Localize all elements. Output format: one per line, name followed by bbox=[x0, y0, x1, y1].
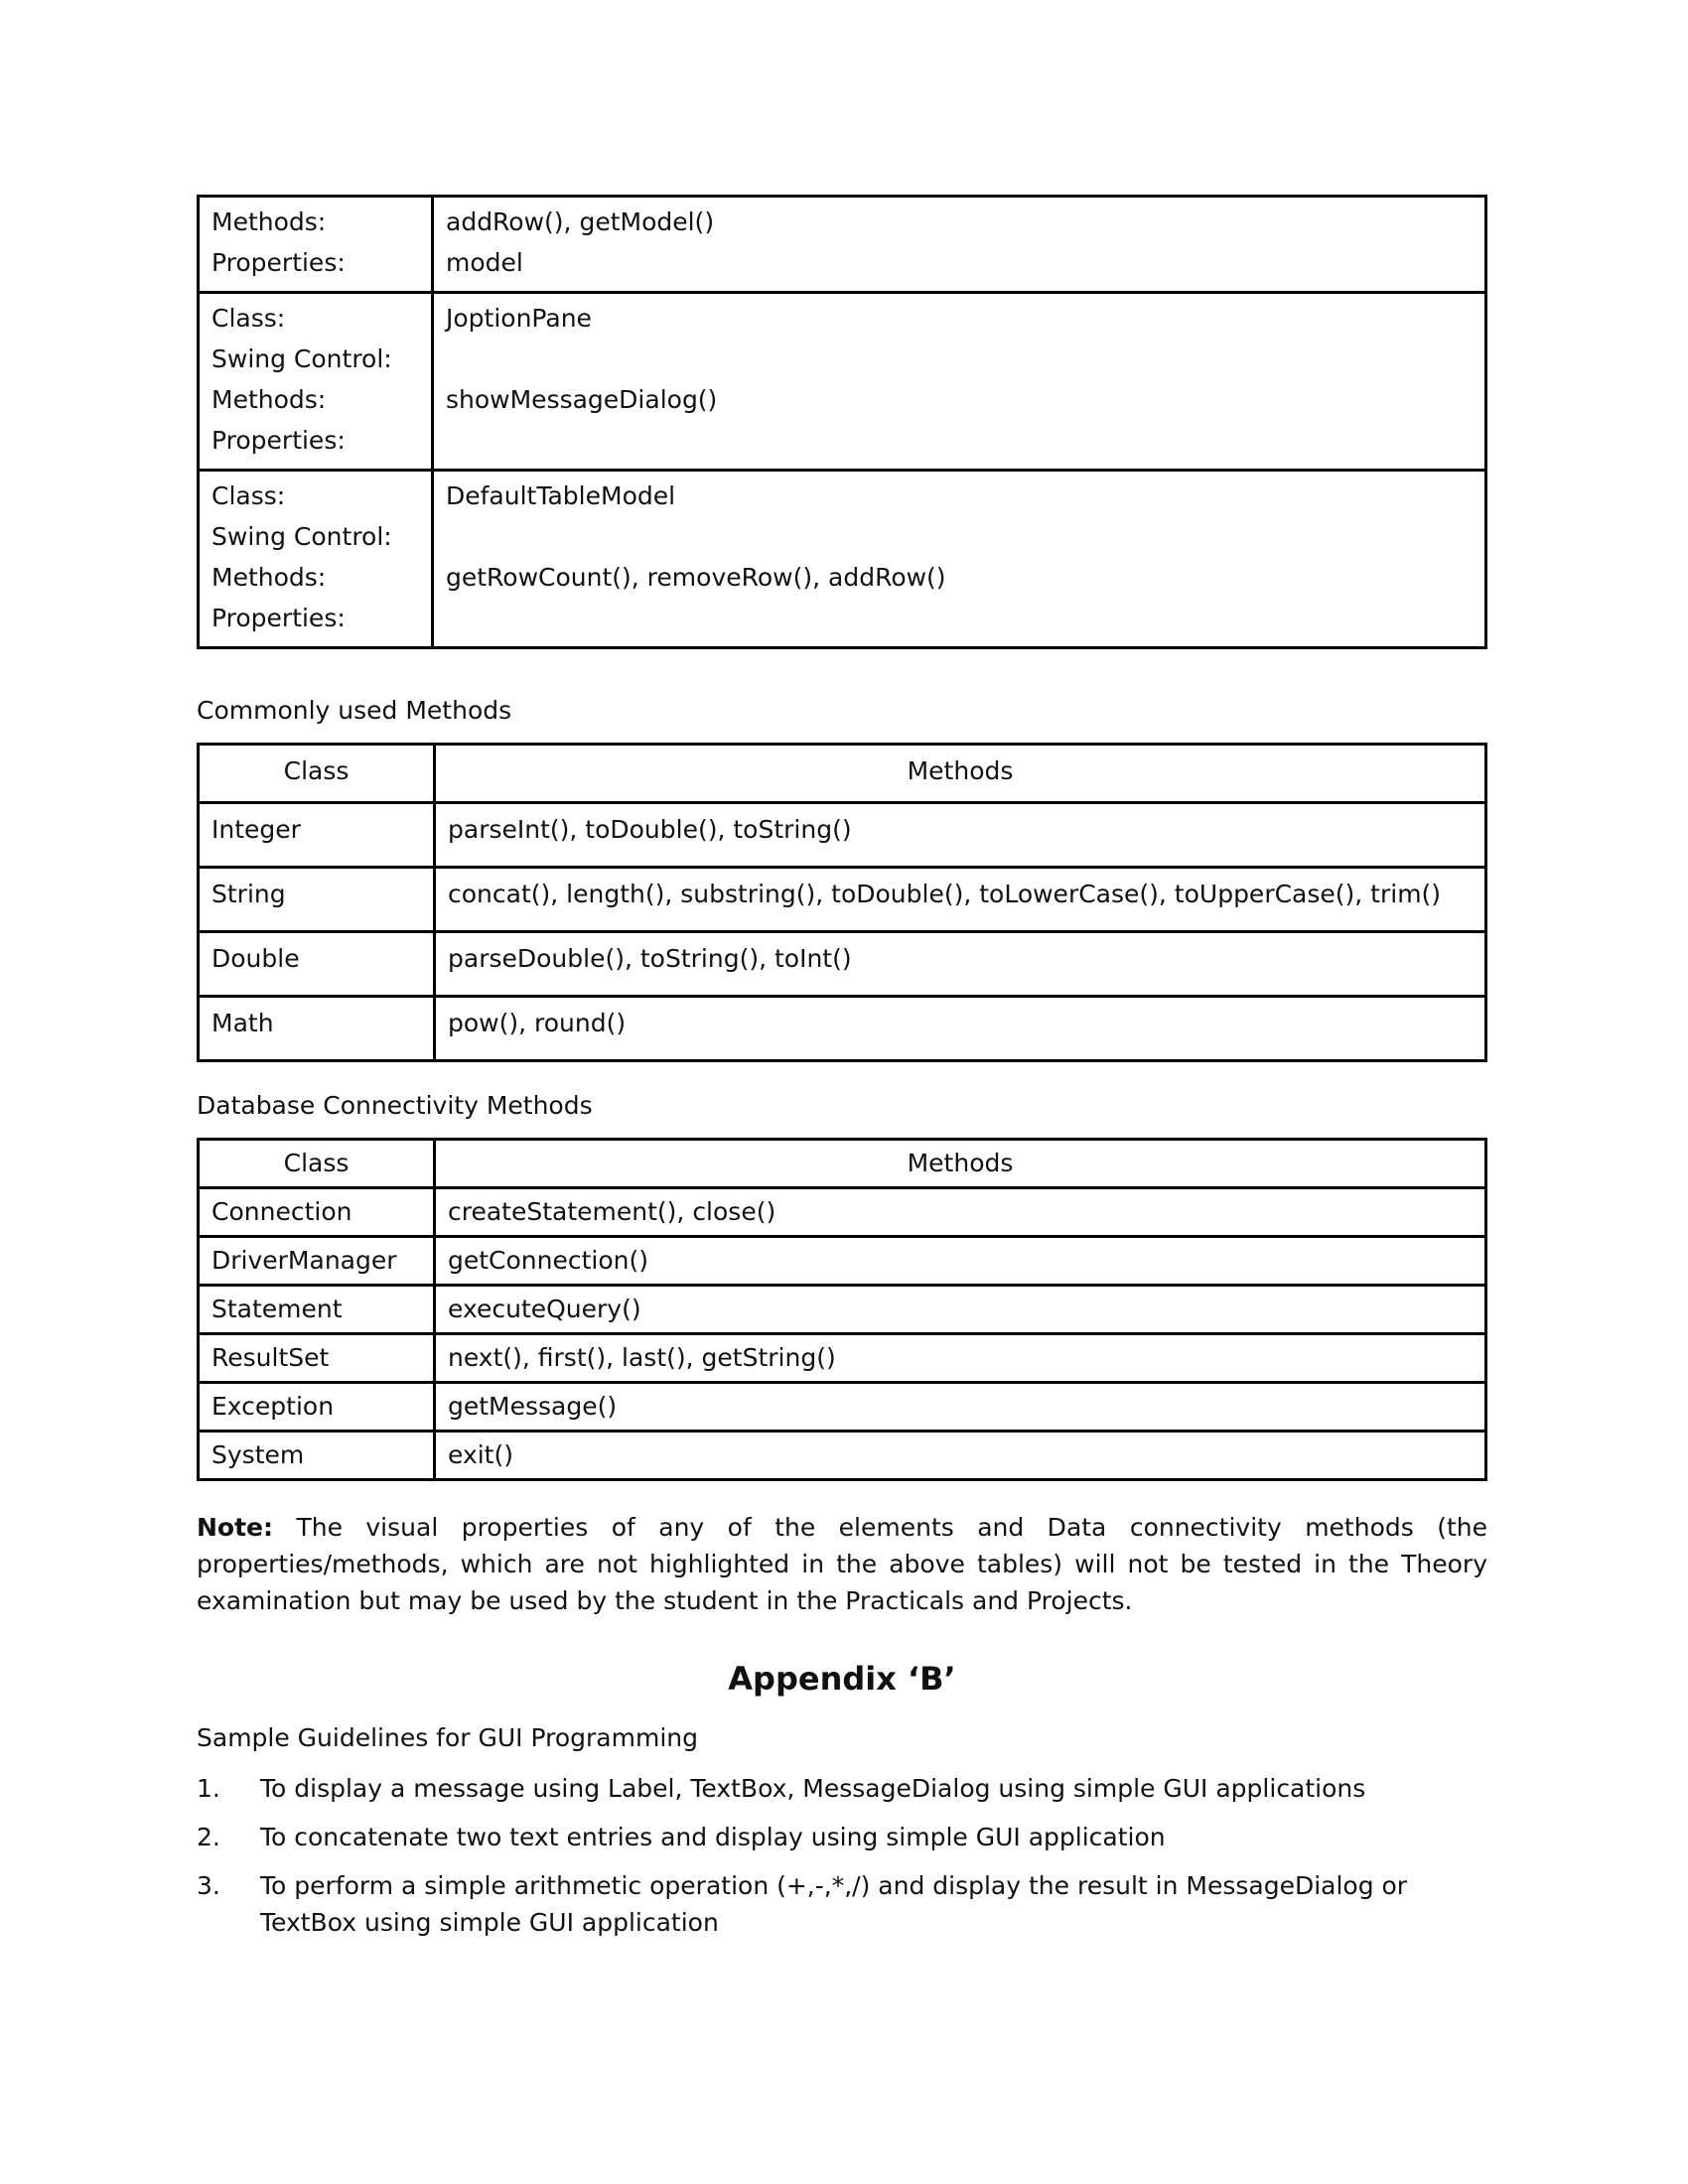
list-item-text: To concatenate two text entries and display using simple GUI application bbox=[260, 1823, 1166, 1851]
table-row bbox=[199, 1334, 1486, 1383]
row-label: Swing Control: bbox=[211, 522, 392, 551]
row-value bbox=[446, 516, 1473, 557]
row-label: Methods: bbox=[211, 563, 327, 592]
row-label: Methods: bbox=[211, 385, 327, 414]
class-cell: Statement bbox=[199, 1286, 435, 1334]
methods-cell: pow(), round() bbox=[435, 997, 1486, 1061]
row-value bbox=[446, 598, 1473, 638]
table-header-row bbox=[199, 745, 1486, 803]
row-labels-cell bbox=[199, 197, 433, 293]
methods-cell: next(), first(), last(), getString() bbox=[435, 1334, 1486, 1383]
class-cell: Integer bbox=[199, 803, 435, 868]
list-item bbox=[197, 1819, 1487, 1855]
row-value: showMessageDialog() bbox=[446, 385, 718, 414]
appendix-title: Appendix ‘B’ bbox=[728, 1660, 956, 1698]
row-label: Class: bbox=[211, 481, 286, 510]
methods-cell: concat(), length(), substring(), toDouble(), toLowerCase(), toUpperCase(), trim() bbox=[435, 868, 1486, 932]
table-row bbox=[199, 1237, 1486, 1286]
table-row bbox=[199, 1188, 1486, 1237]
table-row bbox=[199, 1286, 1486, 1334]
methods-cell: executeQuery() bbox=[435, 1286, 1486, 1334]
column-header-methods: Methods bbox=[435, 745, 1486, 803]
class-cell: Connection bbox=[199, 1188, 435, 1237]
column-header-class: Class bbox=[199, 745, 435, 803]
class-cell: DriverManager bbox=[199, 1237, 435, 1286]
column-header-methods: Methods bbox=[435, 1140, 1486, 1188]
table-row bbox=[199, 1383, 1486, 1432]
list-item bbox=[197, 1770, 1487, 1807]
row-label: Properties: bbox=[211, 248, 346, 277]
row-value bbox=[446, 420, 1473, 461]
table-row bbox=[199, 997, 1486, 1061]
db-methods-heading: Database Connectivity Methods bbox=[197, 1091, 593, 1120]
class-cell: Exception bbox=[199, 1383, 435, 1432]
class-cell: System bbox=[199, 1432, 435, 1480]
row-label: Swing Control: bbox=[211, 344, 392, 373]
methods-cell: createStatement(), close() bbox=[435, 1188, 1486, 1237]
table-row bbox=[199, 197, 1486, 293]
common-methods-heading: Commonly used Methods bbox=[197, 696, 512, 725]
methods-cell: exit() bbox=[435, 1432, 1486, 1480]
methods-cell: parseInt(), toDouble(), toString() bbox=[435, 803, 1486, 868]
table-header-row bbox=[199, 1140, 1486, 1188]
row-value: model bbox=[446, 248, 523, 277]
row-labels-cell bbox=[199, 471, 433, 648]
table-row bbox=[199, 932, 1486, 997]
guidelines-heading: Sample Guidelines for GUI Programming bbox=[197, 1723, 698, 1752]
db-methods-table bbox=[197, 1138, 1487, 1481]
list-item bbox=[197, 1867, 1487, 1941]
list-item-number: 3. bbox=[197, 1871, 220, 1900]
note-paragraph bbox=[197, 1509, 1487, 1619]
row-value: getRowCount(), removeRow(), addRow() bbox=[446, 563, 946, 592]
table-row bbox=[199, 1432, 1486, 1480]
row-label: Properties: bbox=[211, 604, 346, 632]
list-item-number: 2. bbox=[197, 1823, 220, 1851]
row-values-cell bbox=[433, 293, 1486, 471]
guidelines-list bbox=[197, 1770, 1487, 1941]
note-label: Note: bbox=[197, 1513, 274, 1542]
table-row bbox=[199, 868, 1486, 932]
swing-controls-table bbox=[197, 195, 1487, 649]
class-cell: Double bbox=[199, 932, 435, 997]
common-methods-table bbox=[197, 743, 1487, 1062]
methods-cell: getConnection() bbox=[435, 1237, 1486, 1286]
class-cell: String bbox=[199, 868, 435, 932]
row-value: JoptionPane bbox=[446, 304, 592, 333]
list-item-text: To display a message using Label, TextBox, MessageDialog using simple GUI applications bbox=[260, 1774, 1366, 1803]
row-values-cell bbox=[433, 471, 1486, 648]
row-labels-cell bbox=[199, 293, 433, 471]
table-row bbox=[199, 471, 1486, 648]
list-item-number: 1. bbox=[197, 1774, 220, 1803]
row-label: Methods: bbox=[211, 207, 327, 236]
row-value: addRow(), getModel() bbox=[446, 207, 715, 236]
document-page bbox=[197, 195, 1487, 1953]
row-value bbox=[446, 339, 1473, 379]
row-label: Properties: bbox=[211, 426, 346, 455]
column-header-class: Class bbox=[199, 1140, 435, 1188]
methods-cell: parseDouble(), toString(), toInt() bbox=[435, 932, 1486, 997]
class-cell: ResultSet bbox=[199, 1334, 435, 1383]
row-label: Class: bbox=[211, 304, 286, 333]
table-row bbox=[199, 803, 1486, 868]
row-value: DefaultTableModel bbox=[446, 481, 676, 510]
row-values-cell bbox=[433, 197, 1486, 293]
methods-cell: getMessage() bbox=[435, 1383, 1486, 1432]
table-row bbox=[199, 293, 1486, 471]
class-cell: Math bbox=[199, 997, 435, 1061]
note-text: The visual properties of any of the elements and Data connectivity methods (the properties/methods, which are not highlighted in the above tables) will not be tested in the Theory examination but may be used by the student in the Practicals and Projects. bbox=[197, 1513, 1487, 1615]
list-item-text: To perform a simple arithmetic operation (+,-,*,/) and display the result in MessageDialog or TextBox using simple GUI application bbox=[260, 1871, 1408, 1937]
